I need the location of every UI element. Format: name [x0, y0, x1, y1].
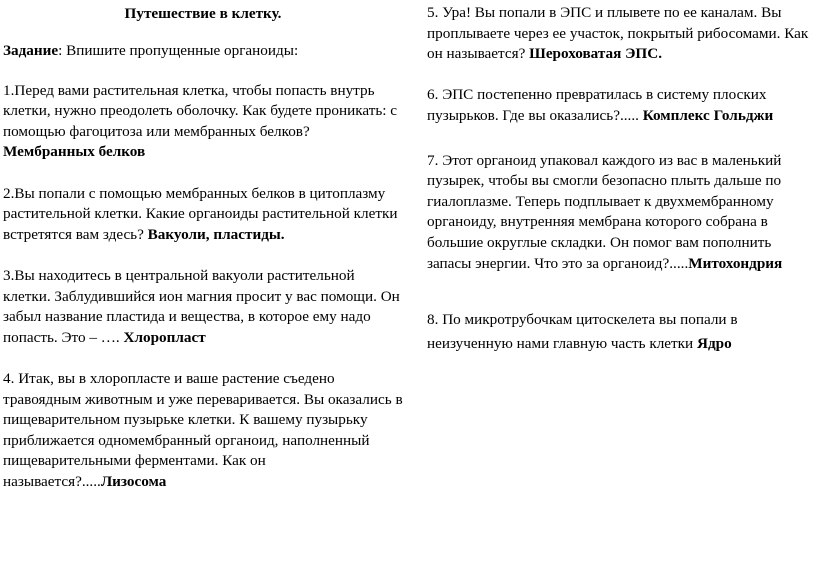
question-7: [427, 151, 812, 275]
question-4: [3, 369, 403, 493]
spacer: [3, 25, 403, 41]
question-2-answer: Вакуоли, пластиды.: [147, 225, 285, 243]
task-text: : Впишите пропущенные органоиды:: [58, 42, 299, 59]
question-2-text: 2.Вы попали с помощью мембранных белков в цитоплазму растительной клетки. Какие органоиды растительной клетки встретятся вам здесь?: [3, 184, 398, 243]
task-label: Задание: [3, 42, 59, 59]
question-7-text: 7. Этот органоид упаковал каждого из вас в маленький пузырек, чтобы вы смогли безопасно плыть дальше по гиалоплазме. Теперь подплывает к двухмембранному органоиду, внутренняя мембрана которого собрана в большие округлые складки. Он помог вам пополнить запасы энергии. Что это за органоид?.....: [427, 151, 782, 272]
question-3-text: 3.Вы находитесь в центральной вакуоли растительной клетки. Заблудившийся ион магния просит у вас помощи. Он забыл название пластида и вещества, в которое ему надо попасть. Это – ….: [3, 266, 400, 346]
spacer: [3, 62, 403, 81]
question-1-answer: Мембранных белков: [3, 143, 146, 161]
question-2: [3, 184, 403, 246]
question-7-answer: Митохондрия: [688, 254, 783, 272]
task-line: [3, 41, 403, 62]
question-8-text: 8. По микротрубочкам цитоскелета вы попали в неизученную нами главную часть клетки: [427, 311, 738, 353]
question-6-text: 6. ЭПС постепенно превратилась в систему плоских пузырьков. Где вы оказались?.....: [427, 86, 767, 124]
question-1-text: 1.Перед вами растительная клетка, чтобы попасть внутрь клетки, нужно преодолеть оболочку. Как будете проникать: с помощью фагоцитоза или мембранных белков?: [3, 81, 398, 140]
spacer: [3, 163, 403, 184]
spacer: [3, 348, 403, 369]
left-column: [3, 0, 403, 492]
question-1: [3, 81, 403, 163]
question-5-answer: Шероховатая ЭПС.: [529, 45, 662, 63]
question-8: [427, 308, 812, 356]
question-5: [427, 3, 812, 65]
spacer: [427, 274, 812, 308]
question-3-answer: Хлоропласт: [123, 328, 206, 346]
question-4-answer: Лизосома: [100, 472, 167, 490]
question-8-answer: Ядро: [696, 335, 732, 353]
question-6: [427, 85, 812, 126]
page-title: Путешествие в клетку.: [124, 5, 282, 22]
spacer: [427, 127, 812, 151]
question-4-text: 4. Итак, вы в хлоропласте и ваше растение съедено травоядным животным и уже переваривается. Вы оказались в пищеварительном пузырьке клетки. К вашему пузырьку приближается одномембранный органоид, наполненный пищеварительными ферментами. Как он называется?.....: [3, 369, 403, 490]
spacer: [3, 245, 403, 266]
question-5-text: 5. Ура! Вы попали в ЭПС и плывете по ее каналам. Вы проплываете через ее участок, покрытый рибосомами. Как он называется?: [427, 4, 809, 63]
right-column: [427, 0, 812, 356]
question-6-answer: Комплекс Гольджи: [642, 106, 774, 124]
spacer: [427, 65, 812, 86]
question-3: [3, 266, 403, 348]
